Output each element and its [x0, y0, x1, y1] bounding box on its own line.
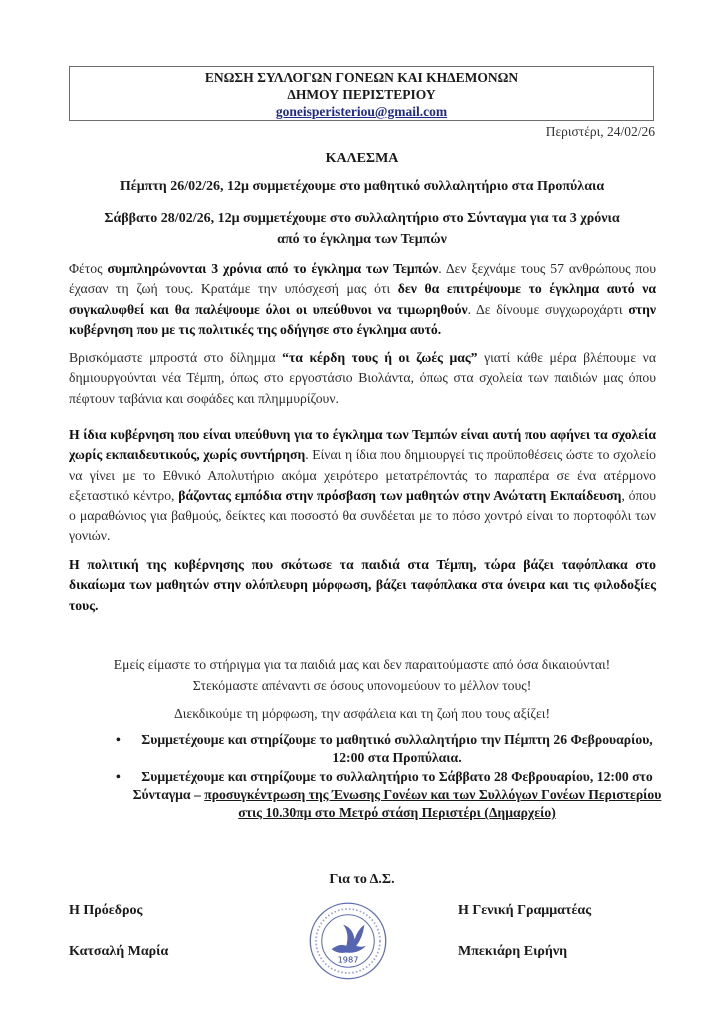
text-run: Βρισκόμαστε μπροστά στο δίλημμα — [69, 350, 283, 365]
text-run: Φέτος — [69, 261, 108, 276]
document-date: Περιστέρι, 24/02/26 — [545, 124, 655, 139]
bold-text-run: δεν θα επιτρέψουμε το έγκλημα αυτό να συγκαλυφθεί και θα παλέψουμε όλοι οι υπεύθυνοι να τιμωρηθούν — [69, 281, 656, 317]
paragraph-2 — [69, 348, 656, 409]
dove-icon — [332, 925, 366, 953]
bold-text-run: στην κυβέρνηση που με τις πολιτικές της οδήγησε στο έγκλημα αυτό. — [69, 301, 656, 337]
closing-line-1: Εμείς είμαστε το στήριγμα για τα παιδιά μας και δεν παραιτούμαστε από όσα δικαιούνται! — [113, 657, 611, 672]
signature-header: Για το Δ.Σ. — [329, 872, 395, 887]
association-stamp — [307, 900, 389, 982]
letterhead-box — [69, 66, 654, 121]
action-text: Συμμετέχουμε και στηρίζουμε το συλλαλητήριο το Σάββατο 28 Φεβρουαρίου, 12:00 στο Σύνταγμα – — [132, 768, 653, 802]
secretary-role: Η Γενική Γραμματέας — [458, 903, 592, 918]
paragraph-1 — [69, 259, 656, 340]
closing-line-2: Στεκόμαστε απέναντι σε όσους υπονομεύουν το μέλλον τους! — [192, 678, 532, 693]
action-list-item — [110, 768, 670, 823]
text-run: . Δε δίνουμε συγχωροχάρτι — [467, 301, 629, 317]
paragraph-3 — [69, 425, 656, 547]
bold-text-run: συμπληρώνονται 3 χρόνια από το έγκλημα των Τεμπών — [107, 261, 439, 276]
action-list-item — [110, 731, 670, 768]
bold-text-run: Η πολιτική της κυβέρνησης που σκότωσε τα παιδιά στα Τέμπη, τώρα βάζει ταφόπλακα στο δικαίωμα των μαθητών στην ολόπλευρη μόρφωση, βάζει ταφόπλακα στα όνειρα και τις φιλοδοξίες τους. — [69, 557, 656, 613]
document-title: ΚΑΛΕΣΜΑ — [325, 151, 399, 166]
text-run: . Είναι η ίδια που δημιουργεί τις προϋποθέσεις ώστε το σχολείο να γίνει με το Εθνικό Απολυτήριο ακόμα χειρότερο μετατρέποντάς το παραπέρα σε ένα ατέρμονο εξεταστικό κέντρο, — [69, 447, 656, 503]
bullet-icon: • — [116, 732, 121, 747]
bullet-icon: • — [116, 768, 121, 784]
action-list — [110, 731, 670, 822]
org-name-line1: ΕΝΩΣΗ ΣΥΛΛΟΓΩΝ ΓΟΝΕΩΝ ΚΑΙ ΚΗΔΕΜΟΝΩΝ — [204, 70, 519, 85]
email-link[interactable]: goneisperisteriou@gmail.com — [275, 104, 448, 119]
bold-text-run: “τα κέρδη τους ή οι ζωές μας” — [282, 350, 478, 365]
org-name-line2: ΔΗΜΟΥ ΠΕΡΙΣΤΕΡΙΟΥ — [287, 87, 436, 102]
president-role: Η Πρόεδρος — [69, 903, 143, 918]
president-name: Κατσαλή Μαρία — [69, 944, 169, 959]
event-heading-saturday: Σάββατο 28/02/26, 12μ συμμετέχουμε στο συλλαλητήριο στο Σύνταγμα για τα 3 χρόνια από το έγκλημα των Τεμπών — [104, 211, 620, 247]
secretary-name: Μπεκιάρη Ειρήνη — [458, 944, 568, 959]
stamp-year: 1987 — [337, 954, 359, 965]
text-run: . Δεν ξεχνάμε τους 57 ανθρώπους που έχασαν τη ζωή τους. Κρατάμε την υπόσχεσή μας ότι — [69, 261, 656, 297]
text-run: γιατί κάθε μέρα βλέπουμε να δημιουργούνται νέα Τέμπη, όπως στο εργοστάσιο Βιολάντα, όπως στα σχολεία των παιδιών μας όπου πέφτουν ταβάνια και σοφάδες και πλημμυρίζουν. — [69, 350, 656, 406]
paragraph-4 — [69, 555, 656, 616]
event-heading-thursday: Πέμπτη 26/02/26, 12μ συμμετέχουμε στο μαθητικό συλλαλητήριο στα Προπύλαια — [119, 179, 605, 194]
bold-text-run: Η ίδια κυβέρνηση που είναι υπεύθυνη για το έγκλημα των Τεμπών είναι αυτή που αφήνει τα σχολεία χωρίς εκπαιδευτικούς, χωρίς συντήρηση — [69, 427, 656, 463]
bold-text-run: βάζοντας εμπόδια στην πρόσβαση των μαθητών στην Ανώτατη Εκπαίδευση — [178, 487, 622, 503]
text-run: , όπου ο μαραθώνιος για βαθμούς, δείκτες και ποσοστό θα συνδέεται με το πόσο χοντρό είναι το πορτοφόλι των γονιών. — [69, 487, 657, 544]
action-text-underlined: προσυγκέντρωση της Ένωσης Γονέων και των Συλλόγων Γονέων Περιστερίου στις 10.30πμ στο Μετρό στάση Περιστέρι (Δημαρχείο) — [204, 786, 662, 821]
action-text: Συμμετέχουμε και στηρίζουμε το μαθητικό συλλαλητήριο την Πέμπτη 26 Φεβρουαρίου, 12:00 στα Προπύλαια. — [141, 732, 653, 766]
closing-line-3: Διεκδικούμε τη μόρφωση, την ασφάλεια και τη ζωή που τους αξίζει! — [173, 706, 551, 721]
